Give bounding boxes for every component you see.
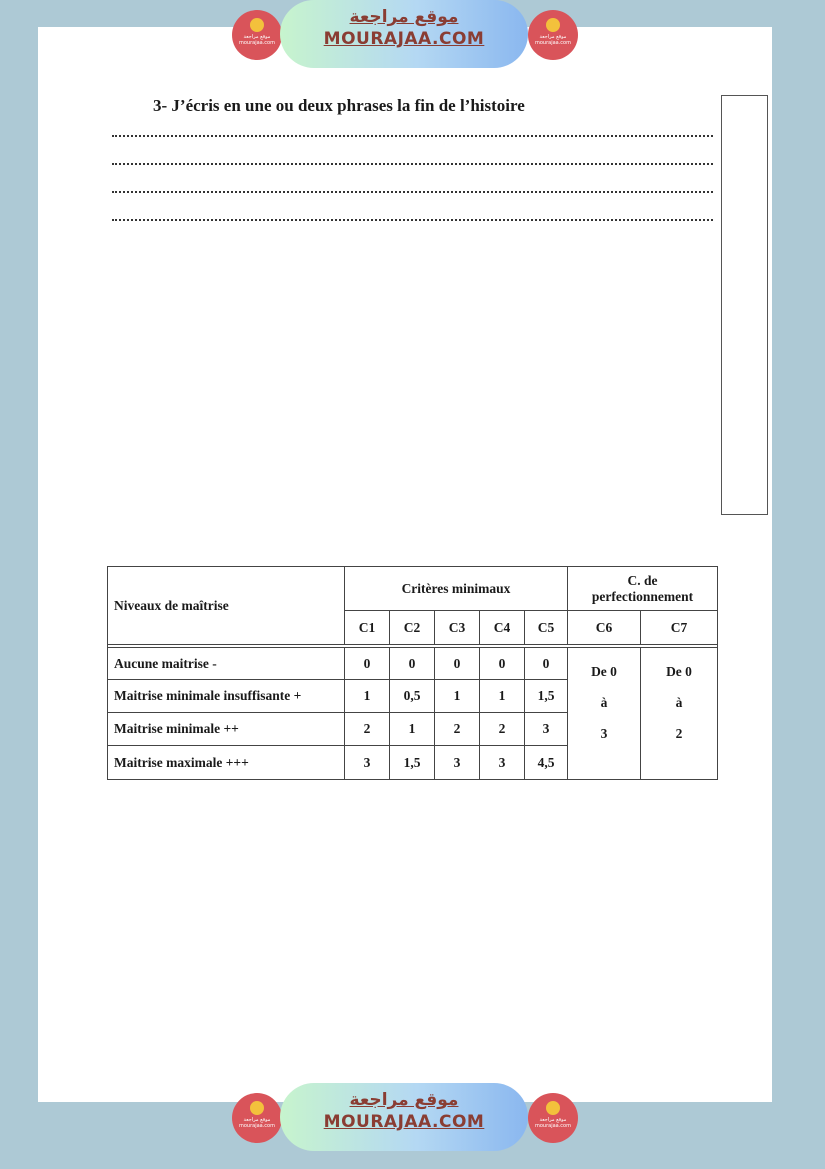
logo-badge-icon: موقع مراجعة mourajaa.com — [232, 1093, 282, 1143]
grading-margin-box — [721, 95, 768, 515]
score-cell: 0 — [345, 648, 390, 680]
score-cell: 2 — [435, 713, 480, 746]
score-cell: 1 — [480, 680, 525, 713]
score-cell: 0 — [435, 648, 480, 680]
header-min-criteria: Critères minimaux — [345, 567, 568, 611]
site-link[interactable] — [280, 1083, 528, 1151]
level-label: Maitrise minimale insuffisante + — [108, 680, 345, 713]
site-banner-bottom[interactable] — [232, 1083, 578, 1153]
criterion-c4: C4 — [480, 611, 525, 645]
level-label: Maitrise maximale +++ — [108, 746, 345, 780]
score-cell: 2 — [345, 713, 390, 746]
answer-line — [112, 135, 713, 137]
criterion-c1: C1 — [345, 611, 390, 645]
grading-table — [107, 566, 718, 780]
site-banner-top[interactable] — [232, 0, 578, 70]
score-cell: 4,5 — [525, 746, 568, 780]
c6-range: De 0 à 3 — [568, 648, 641, 780]
logo-badge-icon: موقع مراجعة mourajaa.com — [528, 10, 578, 60]
score-cell: 3 — [525, 713, 568, 746]
score-cell: 1 — [435, 680, 480, 713]
criterion-c5: C5 — [525, 611, 568, 645]
site-name-arabic[interactable]: موقع مراجعة — [349, 1090, 459, 1110]
score-cell: 0 — [390, 648, 435, 680]
level-label: Aucune maitrise - — [108, 648, 345, 680]
score-cell: 3 — [435, 746, 480, 780]
logo-badge-icon: موقع مراجعة mourajaa.com — [232, 10, 282, 60]
header-levels: Niveaux de maîtrise — [108, 567, 345, 645]
site-name[interactable]: MOURAJAA.COM — [323, 1112, 485, 1132]
level-label: Maitrise minimale ++ — [108, 713, 345, 746]
site-name-arabic[interactable]: موقع مراجعة — [349, 7, 459, 27]
score-cell: 1 — [390, 713, 435, 746]
exam-sheet — [38, 27, 772, 1102]
score-cell: 0 — [480, 648, 525, 680]
score-cell: 2 — [480, 713, 525, 746]
criterion-c3: C3 — [435, 611, 480, 645]
score-cell: 0,5 — [390, 680, 435, 713]
score-cell: 3 — [480, 746, 525, 780]
site-link[interactable] — [280, 0, 528, 68]
criterion-c7: C7 — [641, 611, 718, 645]
score-cell: 1,5 — [390, 746, 435, 780]
score-cell: 1 — [345, 680, 390, 713]
criterion-c2: C2 — [390, 611, 435, 645]
logo-badge-icon: موقع مراجعة mourajaa.com — [528, 1093, 578, 1143]
score-cell: 1,5 — [525, 680, 568, 713]
site-name[interactable]: MOURAJAA.COM — [323, 29, 485, 49]
criterion-c6: C6 — [568, 611, 641, 645]
question-3: 3- J’écris en une ou deux phrases la fin de l’histoire — [153, 96, 525, 115]
answer-line — [112, 163, 713, 165]
table-row — [108, 648, 718, 680]
answer-line — [112, 219, 713, 221]
score-cell: 0 — [525, 648, 568, 680]
c7-range: De 0 à 2 — [641, 648, 718, 780]
header-perf-criteria: C. de perfectionnement — [568, 567, 718, 611]
score-cell: 3 — [345, 746, 390, 780]
answer-line — [112, 191, 713, 193]
